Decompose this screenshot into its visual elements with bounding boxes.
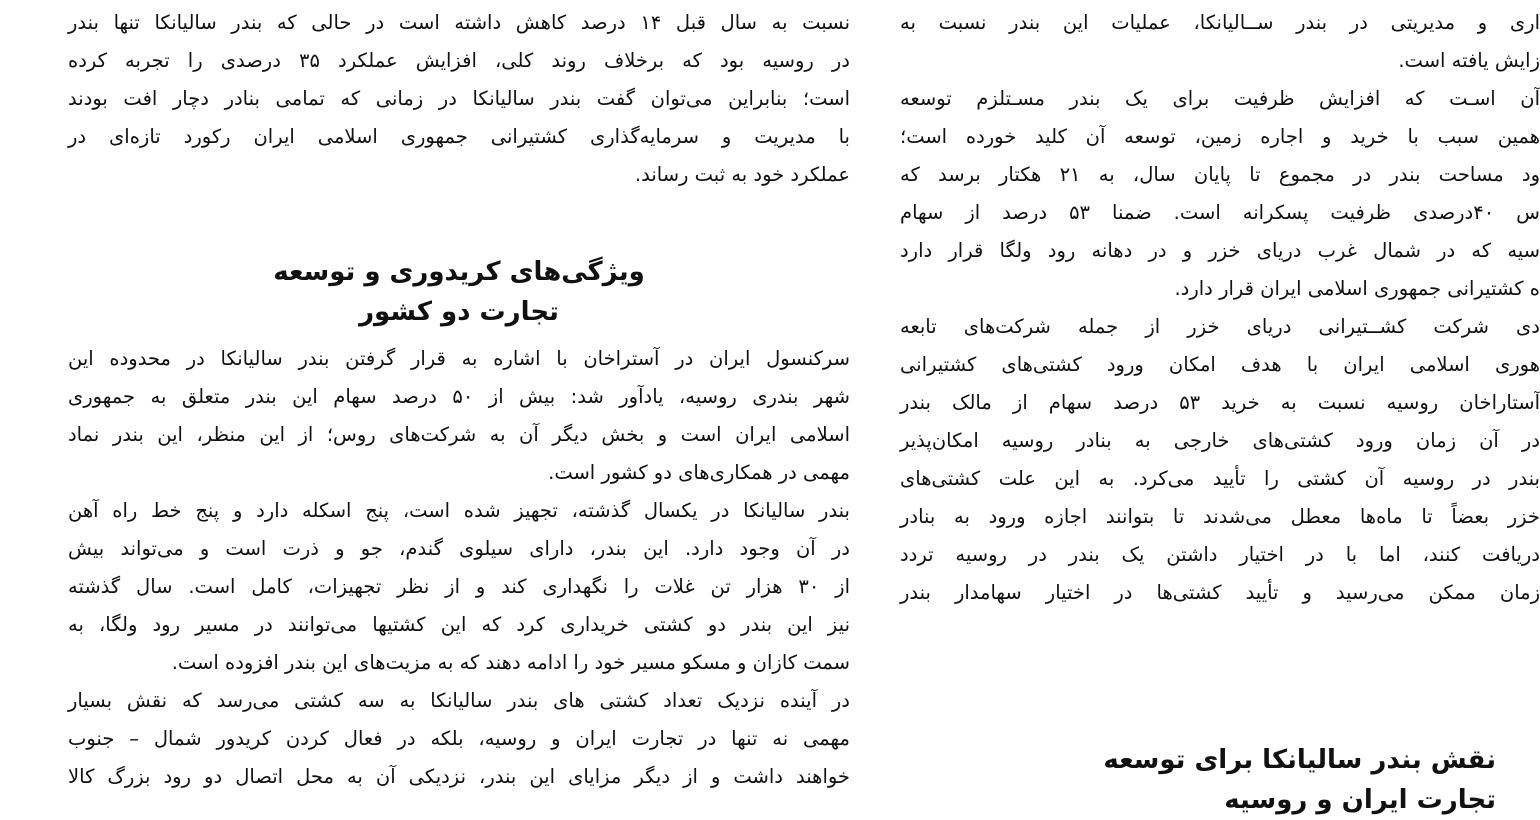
text-line: زمان ممکن می‌رسید و تأیید کشتی‌ها در اختیار سهامدار بندر bbox=[900, 581, 1540, 604]
heading-line: ویژگی‌های کریدوری و توسعه bbox=[273, 257, 645, 287]
text-line: اسلامی ایران است و بخش دیگر آن به شرکت‌های روس؛ از این منظر، این بندر نماد bbox=[68, 423, 850, 446]
text-line: ود مساحت بندر در مجموع تا پایان سال، به ۲۱ هکتار برسد که bbox=[900, 163, 1540, 186]
paragraph-management bbox=[900, 4, 1540, 80]
text-line: دی شرکت کشــتیرانی دریای خزر از جمله شرکت‌های تابعه bbox=[900, 315, 1540, 338]
text-line: مهمی نه تنها در تجارت ایران و روسیه، بلکه در فعال کردن کریدور شمال – جنوب bbox=[68, 727, 850, 750]
text-line: در آن وجود دارد. این بندر، دارای سیلوی گندم، جو و ذرت است و می‌تواند بیش bbox=[68, 537, 850, 560]
text-line: آن اسـت که افزایش ظرفیت برای یک بندر مسـتلزم توسعه bbox=[900, 87, 1540, 110]
text-line: سرکنسول ایران در آستراخان با اشاره به قرار گرفتن بندر سالیانکا در محدوده این bbox=[68, 347, 850, 370]
text-line: سمت کازان و مسکو مسیر خود را ادامه دهند که به مزیت‌های این بندر افزوده است. bbox=[171, 651, 850, 674]
paragraph-equipment bbox=[68, 492, 850, 682]
text-line: عملکرد خود به ثبت رساند. bbox=[634, 163, 850, 186]
text-line: مهمی در همکاری‌های دو کشور است. bbox=[548, 461, 850, 484]
text-line: در آن زمان ورود کشتی‌های خارجی به بنادر روسیه امکان‌پذیر bbox=[900, 429, 1540, 452]
text-line: نسبت به سال قبل ۱۴ درصد کاهش داشته است در حالی که بندر سالیانکا تنها بندر bbox=[68, 11, 851, 34]
heading-line: تجارت دو کشور bbox=[359, 297, 559, 327]
text-line: بندر سالیانکا در یکسال گذشته، تجهیز شده است، پنج اسکله دارد و پنج خط راه آهن bbox=[68, 499, 850, 522]
paragraph-future bbox=[68, 682, 850, 796]
text-line: همین سبب با خرید و اجاره زمین، توسعه آن کلید خورده است؛ bbox=[900, 125, 1540, 148]
text-line: بندر در روسیه آن کشتی را تأیید می‌کرد. به این علت کشتی‌های bbox=[900, 467, 1540, 490]
text-line: آستاراخان روسیه نسبت به خرید ۵۳ درصد سهام از مالک بندر bbox=[900, 391, 1540, 414]
text-line: در روسیه بود که برخلاف روند کلی، افزایش عملکرد ۳۵ درصدی را تجربه کرده bbox=[68, 49, 850, 72]
text-line: زایش یافته است. bbox=[1398, 49, 1540, 72]
heading-line: تجارت ایران و روسیه bbox=[1224, 785, 1496, 815]
left-column bbox=[68, 0, 850, 819]
text-line: سیه که در شمال غرب دریای خزر و در دهانه رود ولگا قرار دارد bbox=[900, 239, 1540, 262]
text-line: شهر بندری روسیه، یادآور شد: بیش از ۵۰ درصد سهام این بندر متعلق به جمهوری bbox=[68, 385, 851, 408]
text-line: با مدیریت و سرمایه‌گذاری کشتیرانی جمهوری اسلامی ایران رکورد تازه‌ای در bbox=[68, 125, 850, 148]
left-top-paragraph bbox=[68, 4, 850, 194]
paragraph-caspian-shipping bbox=[900, 308, 1540, 612]
text-line: نیز این بندر دو کشتی خریداری کرد که این کشتیها می‌توانند در مسیر رود ولگا، به bbox=[68, 613, 850, 636]
text-line: هوری اسلامی ایران با هدف امکان ورود کشتی‌های کشتیرانی bbox=[900, 353, 1540, 376]
text-line: خواهند داشت و از دیگر مزایای این بندر، نزدیکی آن به محل اتصال دو رود بزرگ کالا bbox=[68, 765, 850, 788]
paragraph-capacity bbox=[900, 80, 1540, 308]
text-line: در آینده نزدیک تعداد کشتی های بندر سالیانکا به سه کشتی می‌رسد که نقش بسیار bbox=[68, 689, 850, 712]
text-line: است؛ بنابراین می‌توان گفت بندر سالیانکا در زمانی که تمامی بنادر دچار افت بودند bbox=[68, 87, 850, 110]
heading-line: نقش بندر سالیانکا برای توسعه bbox=[1103, 745, 1496, 775]
paragraph-consul bbox=[68, 340, 850, 492]
right-paragraphs bbox=[900, 4, 1540, 612]
right-column bbox=[900, 0, 1540, 819]
text-line: س ۴۰درصدی ظرفیت پسکرانه است. ضمنا ۵۳ درصد از سهام bbox=[900, 201, 1540, 224]
text-line: ه کشتیرانی جمهوری اسلامی ایران قرار دارد. bbox=[1174, 277, 1540, 300]
text-line: از ۳۰ هزار تن غلات را نگهداری کند و از نظر تجهیزات، کامل است. سال گذشته bbox=[68, 575, 850, 598]
text-line: اری و مدیریتی در بندر ســالیانکا، عملیات این بندر نسبت به bbox=[900, 11, 1540, 34]
text-line: خزر بعضاً تا ماه‌ها معطل می‌شدند تا بتوانند اجازه ورود به بنادر bbox=[900, 505, 1540, 528]
section-heading-role bbox=[940, 740, 1540, 820]
left-body bbox=[68, 340, 850, 796]
text-line: دریافت کنند، اما با در اختیار داشتن یک بندر در روسیه تردد bbox=[900, 543, 1540, 566]
section-heading-corridor bbox=[68, 252, 850, 332]
